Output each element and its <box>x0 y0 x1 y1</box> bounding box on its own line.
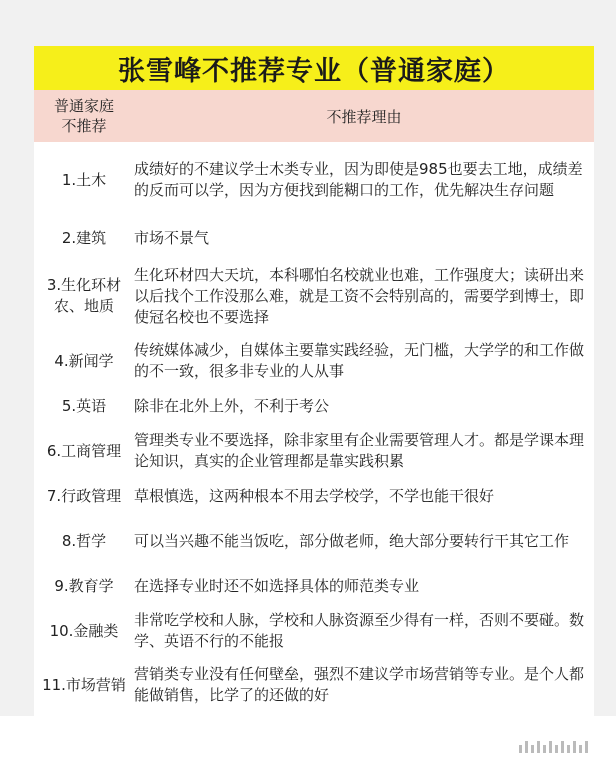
table-row <box>34 334 594 388</box>
table-row <box>34 388 594 424</box>
major-cell: 8.哲学 <box>61 531 107 550</box>
major-cell: 10.金融类 <box>49 621 119 640</box>
table-row <box>34 424 594 478</box>
more-icon[interactable] <box>519 741 588 753</box>
major-cell: 3.生化环材农、地质 <box>46 276 122 315</box>
reason-cell: 除非在北外上外，不利于考公 <box>134 396 330 415</box>
reason-cell: 生化环材四大天坑，本科哪怕名校就业也难，工作强度大；读研出来以后找个工作没那么难，就是工资不会特别高的，需要学到博士，即使冠名校也不要选择 <box>134 265 585 326</box>
reason-cell: 可以当兴趣不能当饭吃，部分做老师，绝大部分要转行干其它工作 <box>134 531 570 550</box>
reason-cell: 传统媒体减少，自媒体主要靠实践经验，无门槛，大学学的和工作做的不一致，很多非专业的人从事 <box>134 341 585 380</box>
table-row <box>34 514 594 568</box>
reason-cell: 管理类专业不要选择，除非家里有企业需要管理人才。都是学课本理论知识，真实的企业管理都是靠实践积累 <box>134 431 585 470</box>
recommendation-table <box>34 46 594 716</box>
table-row <box>34 478 594 514</box>
table-row <box>34 568 594 604</box>
table-row <box>34 258 594 334</box>
header-major-label: 普通家庭 不推荐 <box>53 97 114 135</box>
major-cell: 6.工商管理 <box>46 441 122 460</box>
major-cell: 7.行政管理 <box>46 486 122 505</box>
table-row <box>34 658 594 712</box>
reason-cell: 成绩好的不建议学士木类专业，因为即使是985也要去工地，成绩差的反而可以学，因为方便找到能糊口的工作，优先解决生存问题 <box>134 160 583 199</box>
page-title: 张雪峰不推荐专业（普通家庭） <box>34 46 594 90</box>
reason-cell: 营销类专业没有任何壁垒，强烈不建议学市场营销等专业。是个人都能做销售，比学了的还做的好 <box>134 665 585 704</box>
major-cell: 4.新闻学 <box>54 351 114 370</box>
table-header <box>34 90 594 142</box>
major-cell: 5.英语 <box>61 396 107 415</box>
major-cell: 9.教育学 <box>54 576 114 595</box>
major-cell: 2.建筑 <box>61 228 107 247</box>
major-cell: 1.土木 <box>61 170 107 189</box>
reason-cell: 草根慎选，这两种根本不用去学校学，不学也能干很好 <box>134 486 495 505</box>
reason-cell: 市场不景气 <box>134 228 210 247</box>
reason-cell: 在选择专业时还不如选择具体的师范类专业 <box>134 576 420 595</box>
header-major <box>34 90 134 142</box>
header-reason: 不推荐理由 <box>326 107 402 126</box>
table-row <box>34 142 594 218</box>
table-row <box>34 604 594 658</box>
major-cell: 11.市场营销 <box>42 675 126 694</box>
reason-cell: 非常吃学校和人脉，学校和人脉资源至少得有一样，否则不要碰。数学、英语不行的不能报 <box>134 611 585 650</box>
table-row <box>34 218 594 258</box>
